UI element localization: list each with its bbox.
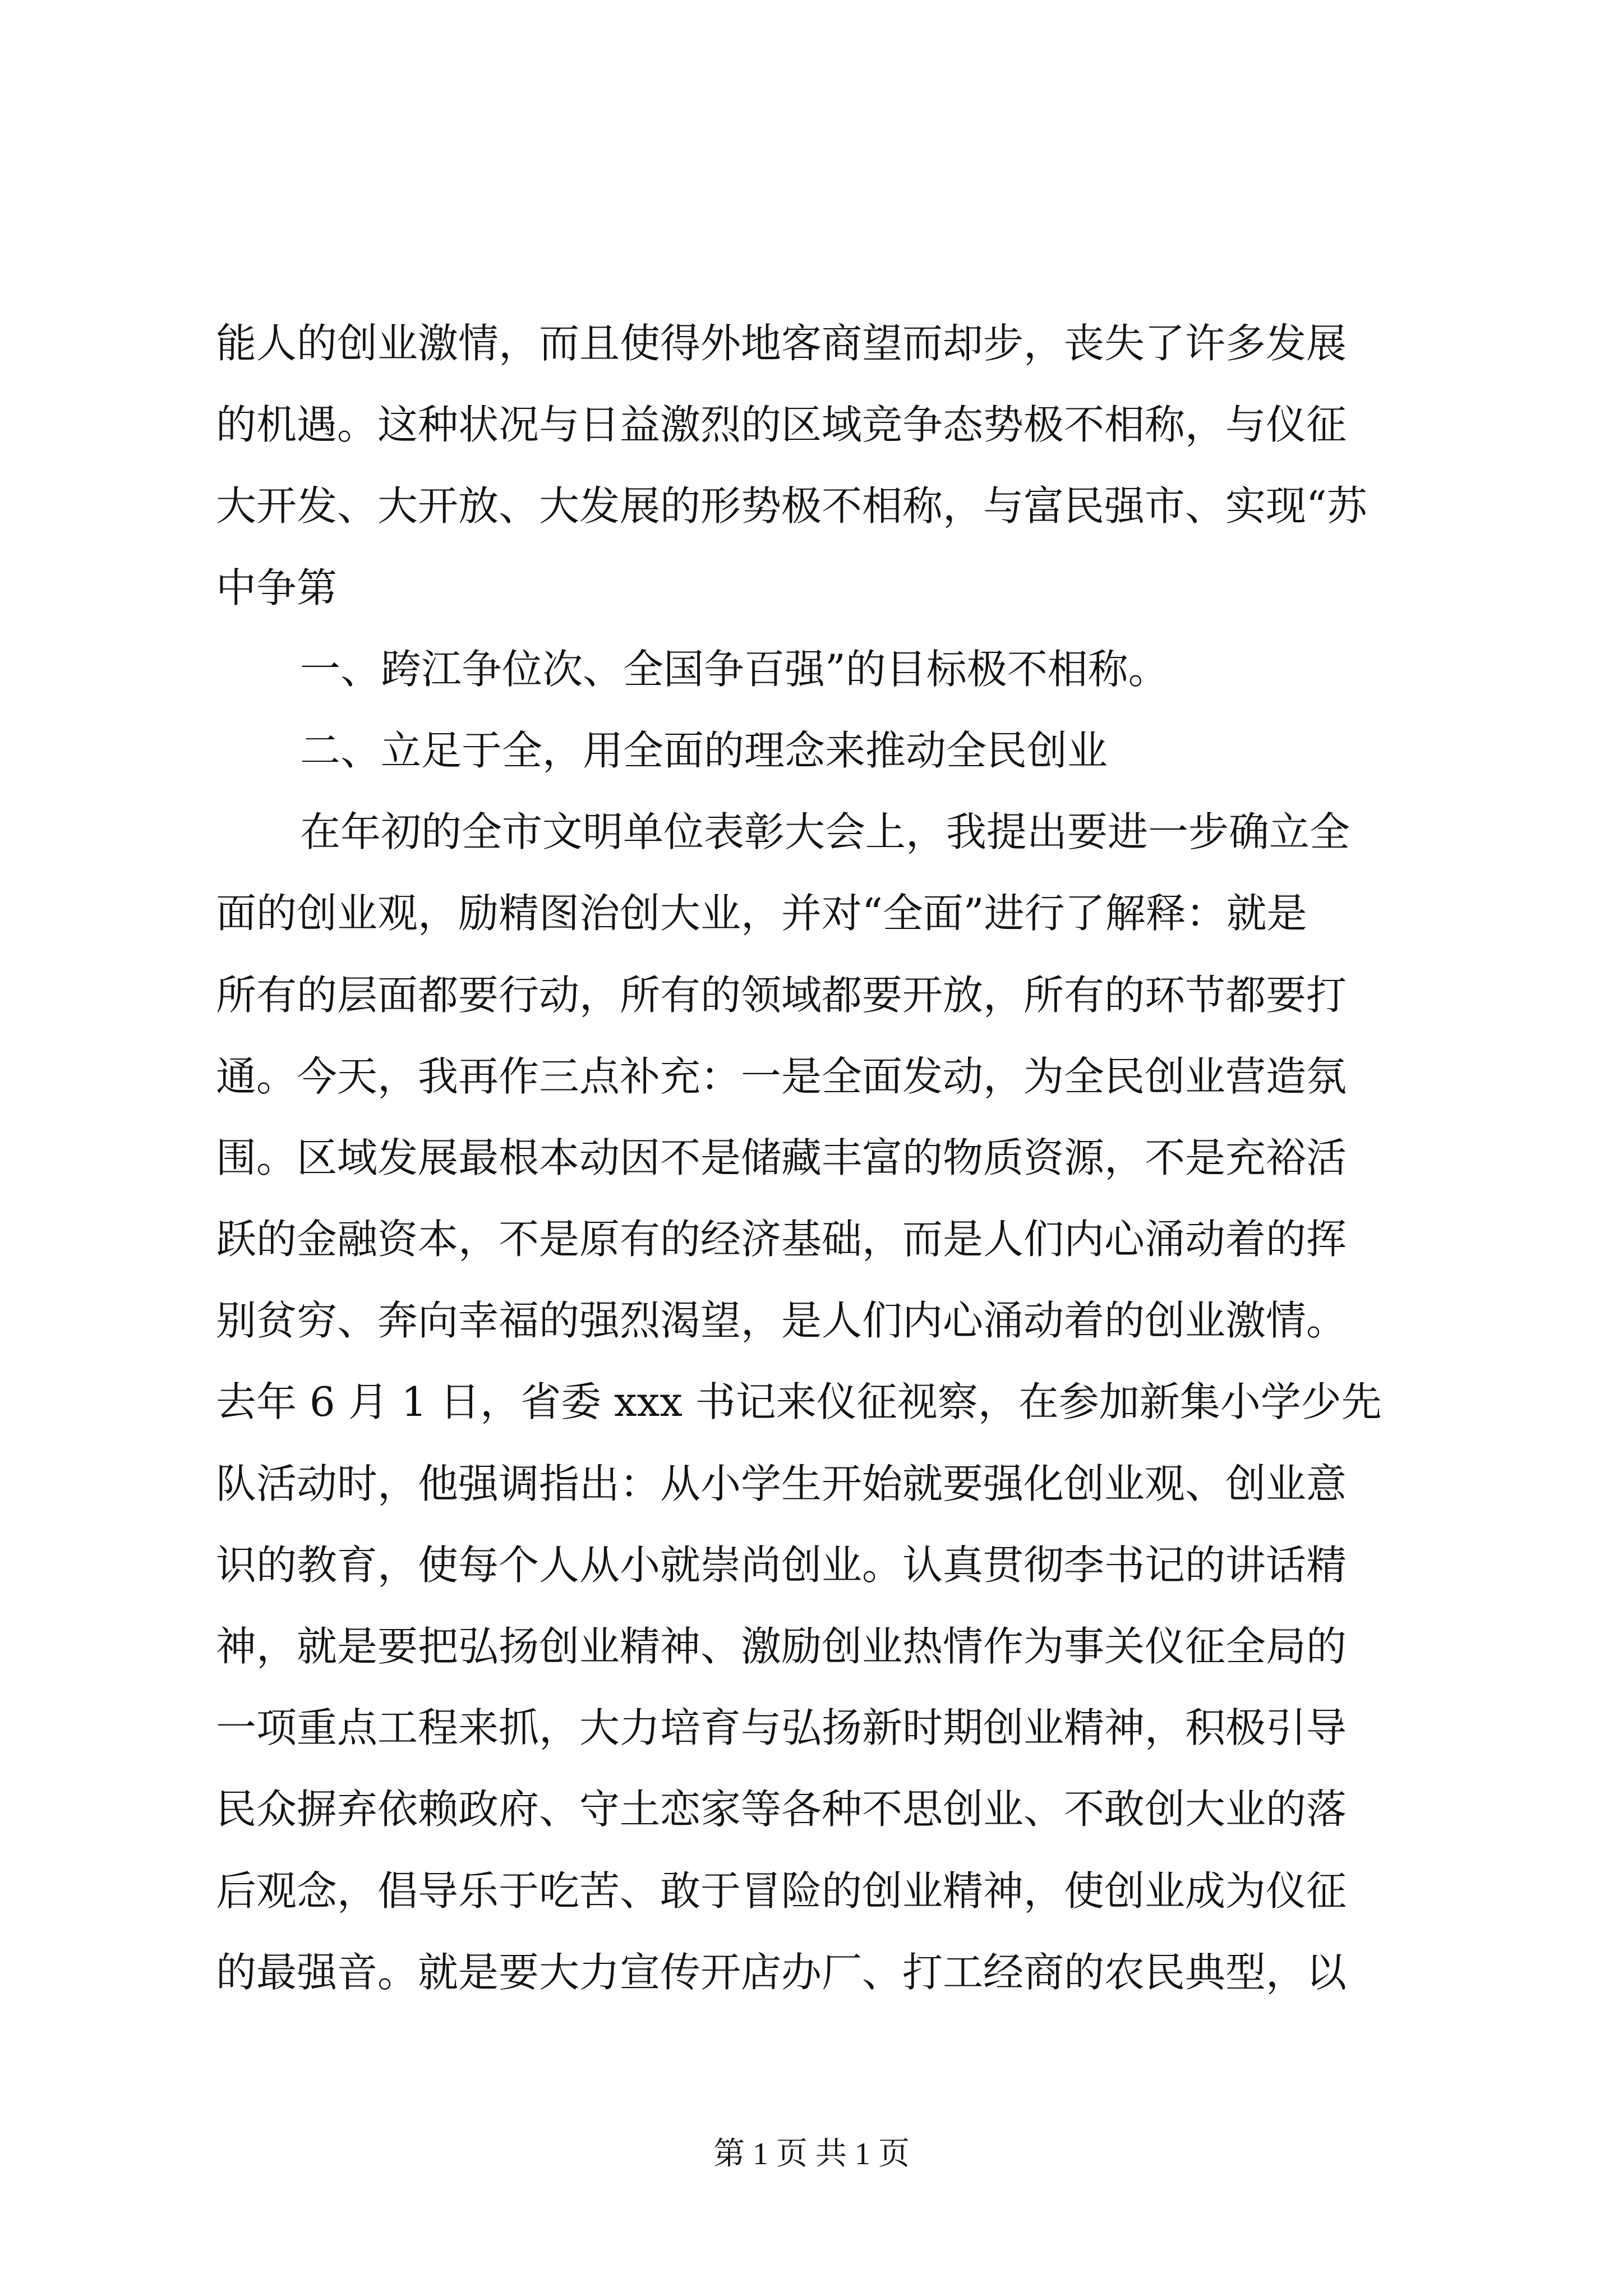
text-line: 的机遇。这种状况与日益激烈的区域竞争态势极不相称，与仪征 [216, 401, 1347, 449]
text-line: 的最强音。就是要大力宣传开店办厂、打工经商的农民典型，以 [216, 1948, 1347, 1996]
text-line: 所有的层面都要行动，所有的领域都要开放，所有的环节都要打 [216, 971, 1347, 1019]
text-line: 能人的创业激情，而且使得外地客商望而却步，丧失了许多发展 [216, 320, 1347, 367]
document-body [216, 303, 1427, 2013]
text-line: 二、立足于全，用全面的理念来推动全民创业 [300, 726, 1108, 774]
text-line: 后观念，倡导乐于吃苦、敢于冒险的创业精神，使创业成为仪征 [216, 1867, 1347, 1915]
page-footer: 第 1 页 共 1 页 [713, 2137, 910, 2171]
text-line: 一项重点工程来抓，大力培育与弘扬新时期创业精神，积极引导 [216, 1704, 1347, 1752]
text-line: 在年初的全市文明单位表彰大会上，我提出要进一步确立全 [300, 808, 1350, 856]
text-line: 通。今天，我再作三点补充：一是全面发动，为全民创业营造氛 [216, 1052, 1347, 1100]
text-line: 跃的金融资本，不是原有的经济基础，而是人们内心涌动着的挥 [216, 1216, 1347, 1263]
text-line: 围。区域发展最根本动因不是储藏丰富的物质资源，不是充裕活 [216, 1134, 1347, 1181]
text-line: 大开发、大开放、大发展的形势极不相称，与富民强市、实现“苏 [216, 482, 1367, 530]
text-line: 面的创业观，励精图治创大业，并对“全面”进行了解释：就是 [216, 890, 1307, 937]
text-line: 中争第 [216, 564, 338, 611]
text-line: 识的教育，使每个人从小就崇尚创业。认真贯彻李书记的讲话精 [216, 1541, 1347, 1589]
text-line: 别贫穷、奔向幸福的强烈渴望，是人们内心涌动着的创业激情。 [216, 1297, 1347, 1345]
text-line: 去年 6 月 1 日，省委 xxx 书记来仪征视察，在参加新集小学少先 [216, 1378, 1382, 1426]
text-line: 一、跨江争位次、全国争百强”的目标极不相称。 [300, 645, 1169, 693]
text-line: 神，就是要把弘扬创业精神、激励创业热情作为事关仪征全局的 [216, 1623, 1347, 1670]
text-line: 队活动时，他强调指出：从小学生开始就要强化创业观、创业意 [216, 1460, 1347, 1507]
text-line: 民众摒弃依赖政府、守土恋家等各种不思创业、不敢创大业的落 [216, 1786, 1347, 1833]
